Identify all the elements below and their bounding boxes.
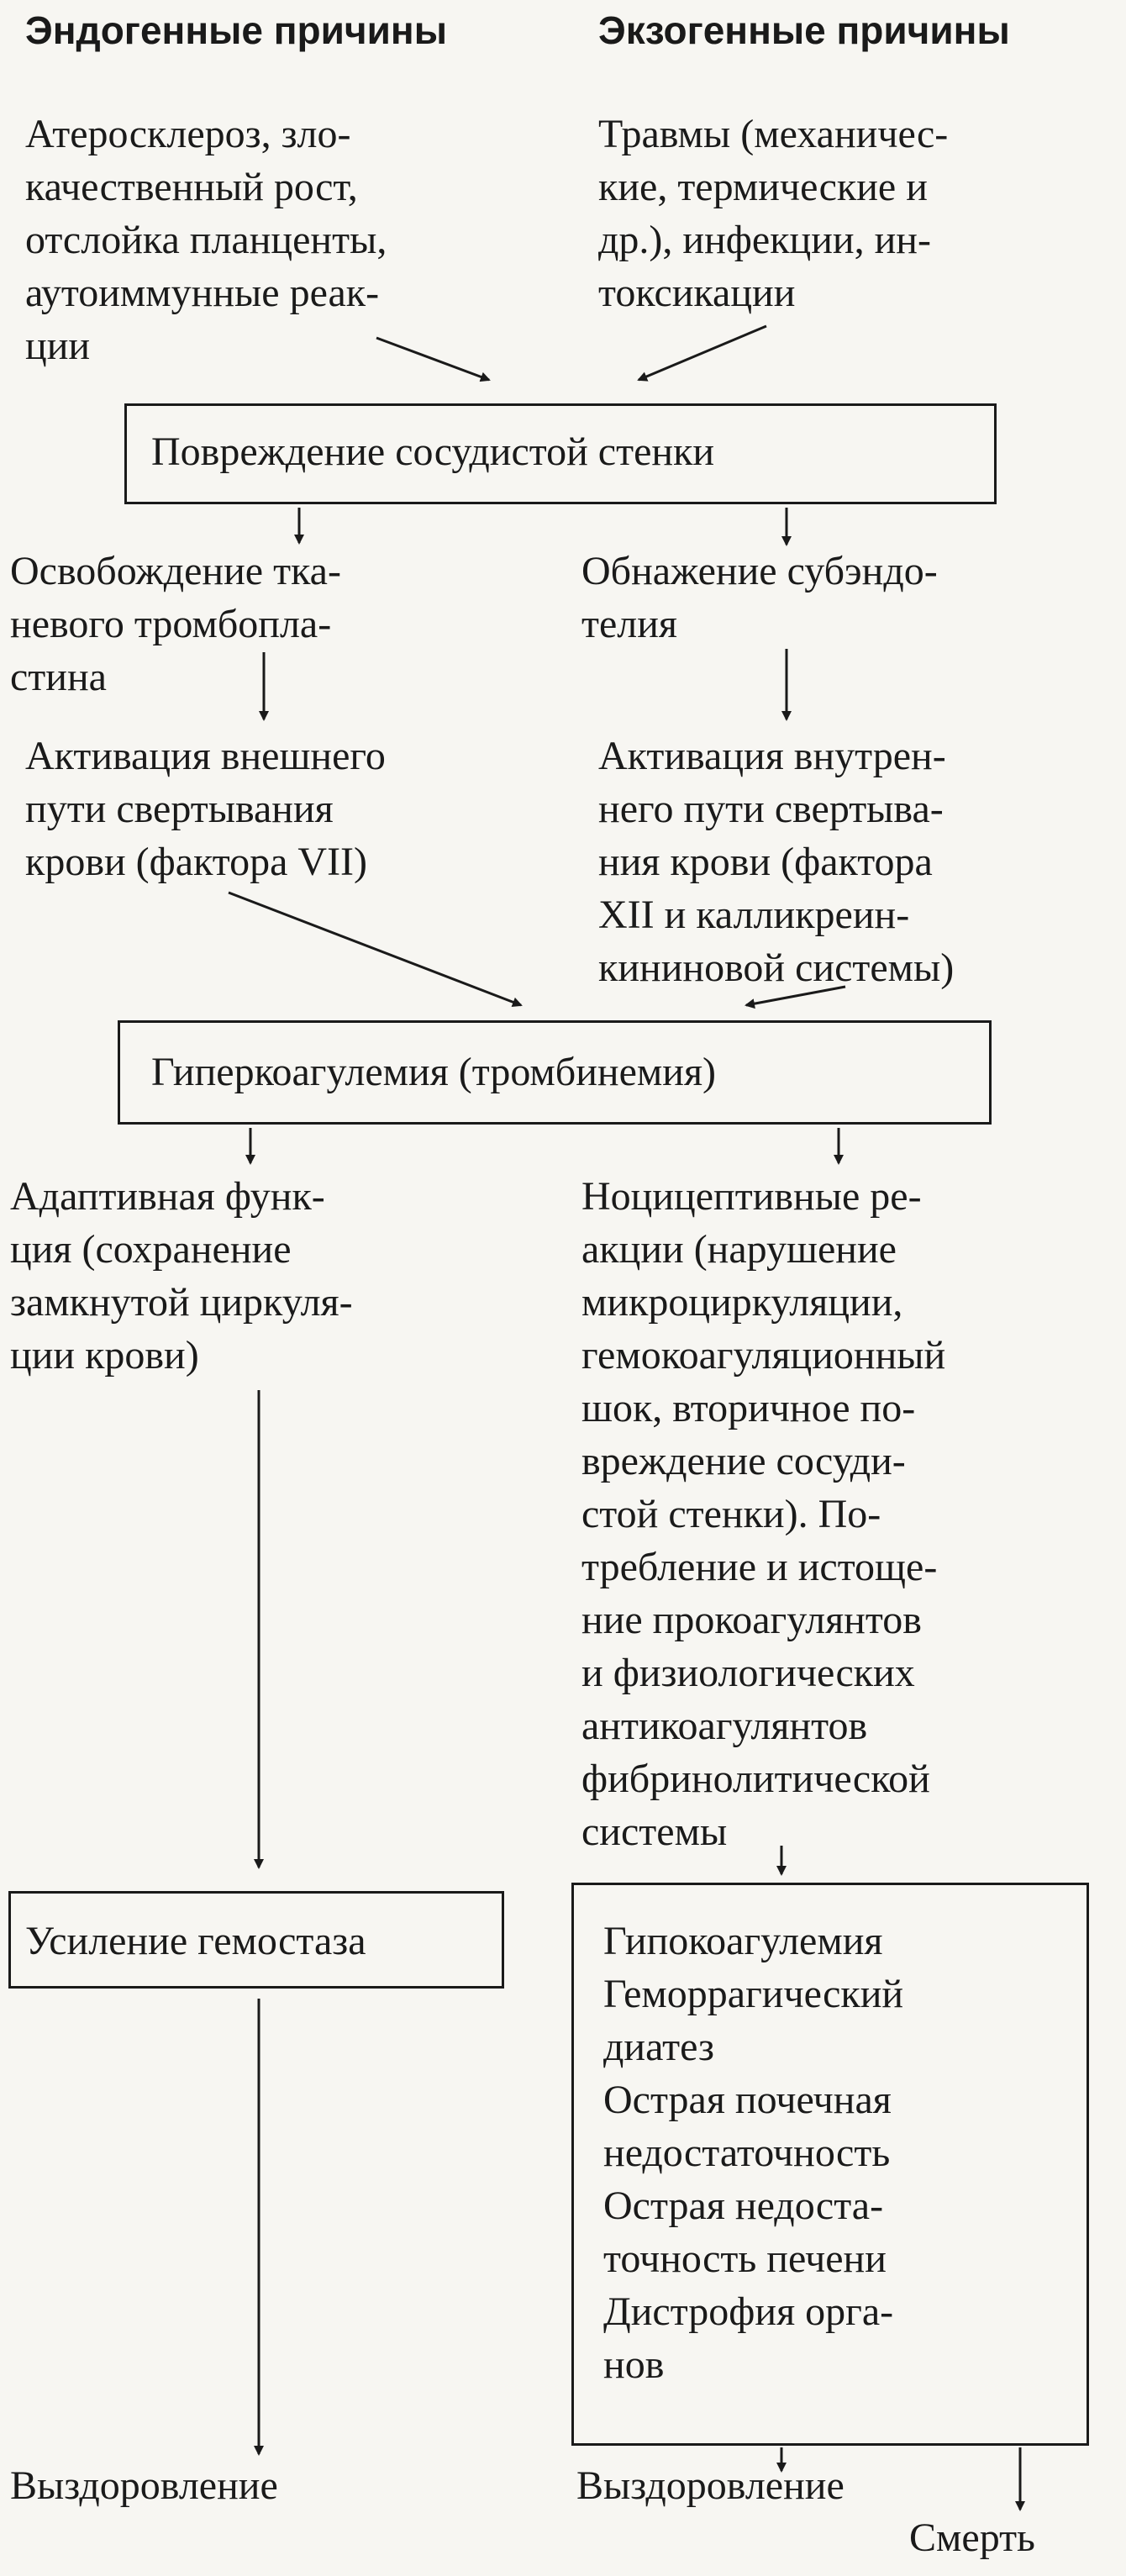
death: Смерть [909,2515,1035,2560]
recovery-left: Выздоровление [10,2463,278,2508]
exogenous-header: Экзогенные причины [598,8,1010,52]
hypercoagulemia-label: Гиперкоагулемия (тромбинемия) [151,1050,716,1094]
nociceptive-reactions: Ноцицептивные ре- акции (нарушение микроциркуляции, гемокоагуляционный шок, вторичное по- вреждение сосуди- стой стенки). По- требление и истоще- ние прокоагулянтов и физиологических антикоагулянтов фибринолитической системы [581,1174,946,1854]
exogenous-causes: Травмы (механичес- кие, термические и др.), инфекции, ин- токсикации [598,112,949,315]
subendothelium: Обнажение субэндо- телия [581,549,938,646]
vessel-damage-label: Повреждение сосудистой стенки [151,429,715,474]
arrow-extrinsic-to-hyper [229,893,521,1005]
adaptive-function: Адаптивная функ- ция (сохранение замкнутой циркуля- ции крови) [10,1174,353,1378]
tissue-thromboplastin: Освобождение тка- невого тромбопла- стина [10,549,341,699]
arrow-intrinsic-to-hyper [746,987,845,1005]
endogenous-header: Эндогенные причины [25,8,447,52]
arrow-endogenous-to-damage [376,338,489,380]
hemostasis-label: Усиление гемостаза [25,1919,366,1963]
extrinsic-pathway: Активация внешнего пути свертывания крови (фактора VII) [25,734,386,884]
outcomes-list: Гипокоагулемия Геморрагический диатез Острая почечная недостаточность Острая недоста- точность печени Дистрофия орга- нов [603,1919,904,2387]
arrow-exogenous-to-damage [639,326,766,380]
recovery-right: Выздоровление [576,2463,844,2508]
intrinsic-pathway: Активация внутрен- него пути свертыва- ния крови (фактора XII и калликреин- кининовой системы) [598,734,955,990]
endogenous-causes: Атеросклероз, зло- качественный рост, отслойка планценты, аутоиммунные реак- ции [25,112,387,368]
